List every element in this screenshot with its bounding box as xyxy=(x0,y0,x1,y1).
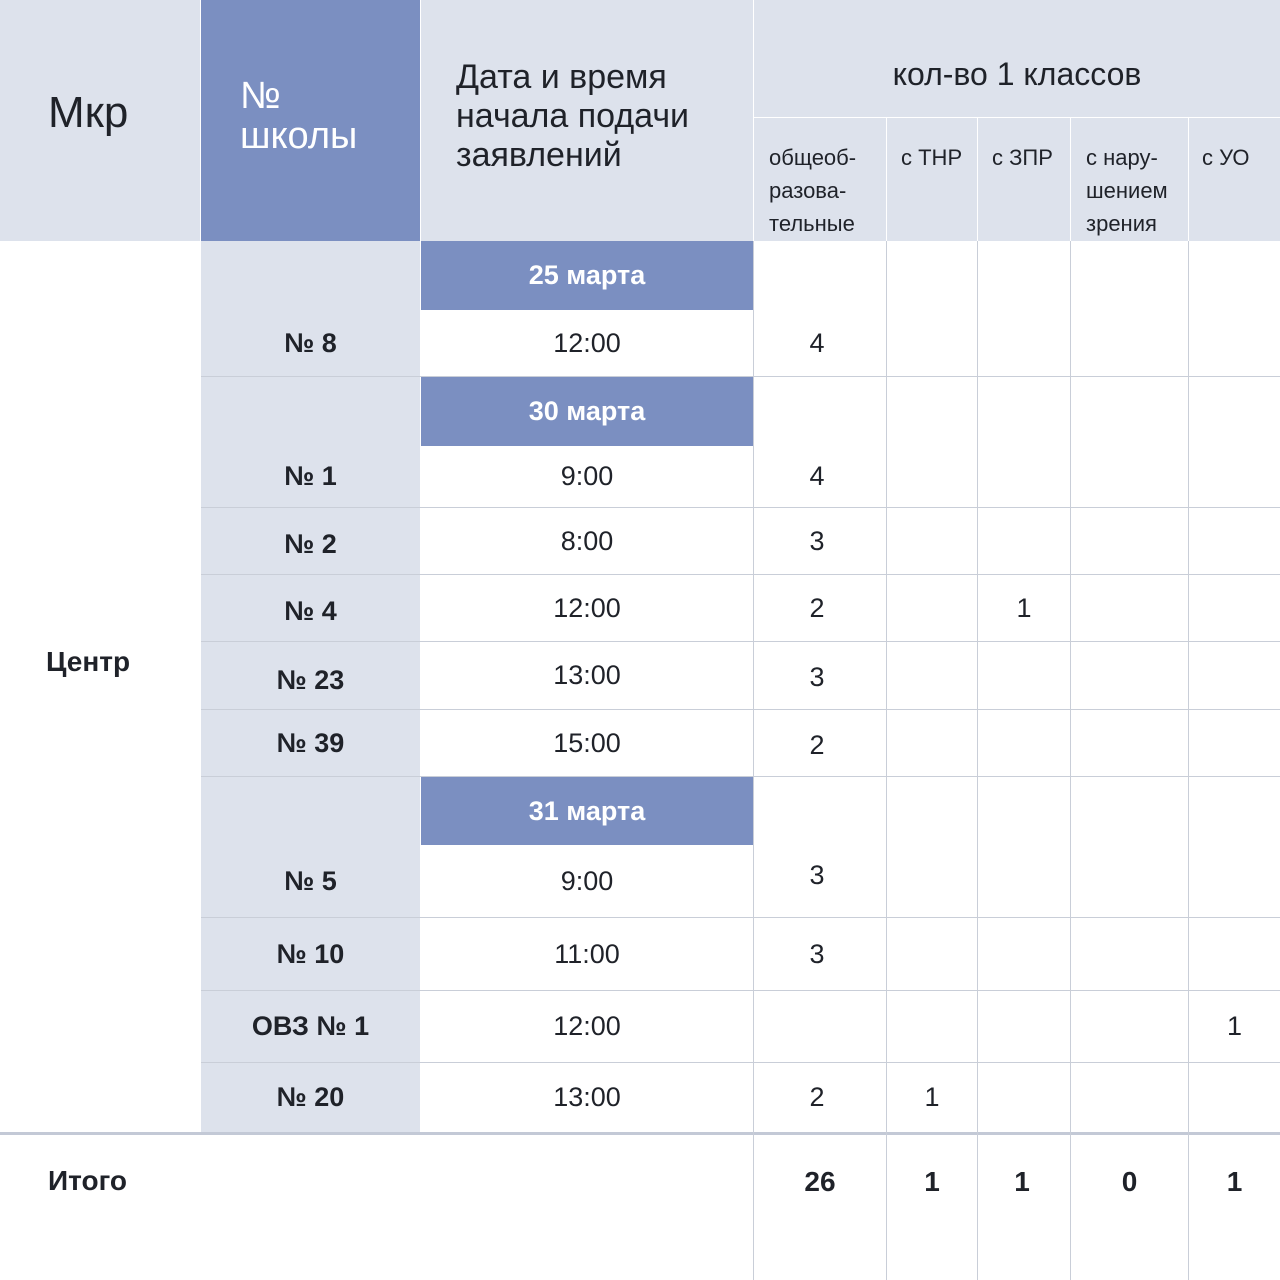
date-band: 31 марта xyxy=(421,777,753,845)
header-divider xyxy=(1188,118,1189,241)
general-count: 4 xyxy=(809,461,825,491)
start-time: 13:00 xyxy=(553,1082,621,1112)
total-divider xyxy=(0,1132,1280,1135)
row-divider xyxy=(201,776,1280,777)
row-divider xyxy=(201,376,1280,377)
general-count: 2 xyxy=(809,1082,825,1112)
general-count: 3 xyxy=(809,661,825,692)
date-band: 30 марта xyxy=(421,377,753,446)
school-number: № 4 xyxy=(284,595,337,626)
zpr-classes-header: с ЗПР xyxy=(992,145,1053,170)
school-number: № 5 xyxy=(284,866,337,896)
start-time: 12:00 xyxy=(553,327,621,358)
start-time: 8:00 xyxy=(560,525,614,556)
header-divider xyxy=(886,118,887,241)
school-number: № 8 xyxy=(284,327,337,358)
start-time: 11:00 xyxy=(554,938,620,969)
general-count: 4 xyxy=(809,327,825,358)
start-time: 9:00 xyxy=(560,461,614,491)
vision-classes-header: с нару- шением зрения xyxy=(1086,145,1168,236)
general-count: 2 xyxy=(809,592,825,623)
column-divider xyxy=(1188,241,1189,1280)
total-general: 26 xyxy=(804,1166,836,1197)
tnr-count: 1 xyxy=(924,1082,940,1112)
uo-classes-header: с УО xyxy=(1202,145,1250,170)
total-vision: 0 xyxy=(1121,1166,1138,1197)
datetime-header: Дата и время начала подачи заявлений xyxy=(456,58,690,174)
date-band: 25 марта xyxy=(421,241,753,310)
header-divider xyxy=(753,0,754,241)
column-divider xyxy=(977,241,978,1280)
start-time: 12:00 xyxy=(553,1011,621,1041)
total-zpr: 1 xyxy=(1014,1166,1030,1197)
header-divider xyxy=(200,0,201,241)
general-count: 3 xyxy=(809,525,825,556)
tnr-classes-header: с ТНР xyxy=(901,145,963,170)
zpr-count: 1 xyxy=(1016,592,1032,623)
school-number: № 2 xyxy=(284,528,337,559)
mkr-header: Мкр xyxy=(48,88,129,137)
school-number: № 39 xyxy=(276,727,345,758)
school-number: № 1 xyxy=(284,461,337,491)
total-uo: 1 xyxy=(1226,1166,1243,1197)
start-time: 15:00 xyxy=(553,727,621,758)
general-count: 3 xyxy=(809,938,825,969)
school-number-header: № школы xyxy=(240,75,358,157)
school-number: № 10 xyxy=(276,938,345,969)
header-divider xyxy=(1070,118,1071,241)
header-divider xyxy=(420,0,421,241)
classes-count-header: кол-во 1 классов xyxy=(892,55,1142,92)
general-count: 3 xyxy=(809,860,825,890)
total-tnr: 1 xyxy=(924,1166,940,1197)
header-divider xyxy=(754,117,1280,118)
general-classes-header: общеоб- разова- тельные xyxy=(769,145,857,236)
school-number: № 23 xyxy=(276,665,345,695)
start-time: 13:00 xyxy=(553,660,621,690)
uo-count: 1 xyxy=(1226,1011,1243,1041)
school-number: ОВЗ № 1 xyxy=(251,1011,370,1041)
total-label: Итого xyxy=(48,1165,127,1196)
header-divider xyxy=(977,118,978,241)
column-divider xyxy=(1070,241,1071,1280)
general-count: 2 xyxy=(809,729,825,760)
start-time: 9:00 xyxy=(560,866,614,896)
school-number: № 20 xyxy=(276,1082,345,1112)
region-label: Центр xyxy=(46,646,131,677)
start-time: 12:00 xyxy=(553,592,621,623)
